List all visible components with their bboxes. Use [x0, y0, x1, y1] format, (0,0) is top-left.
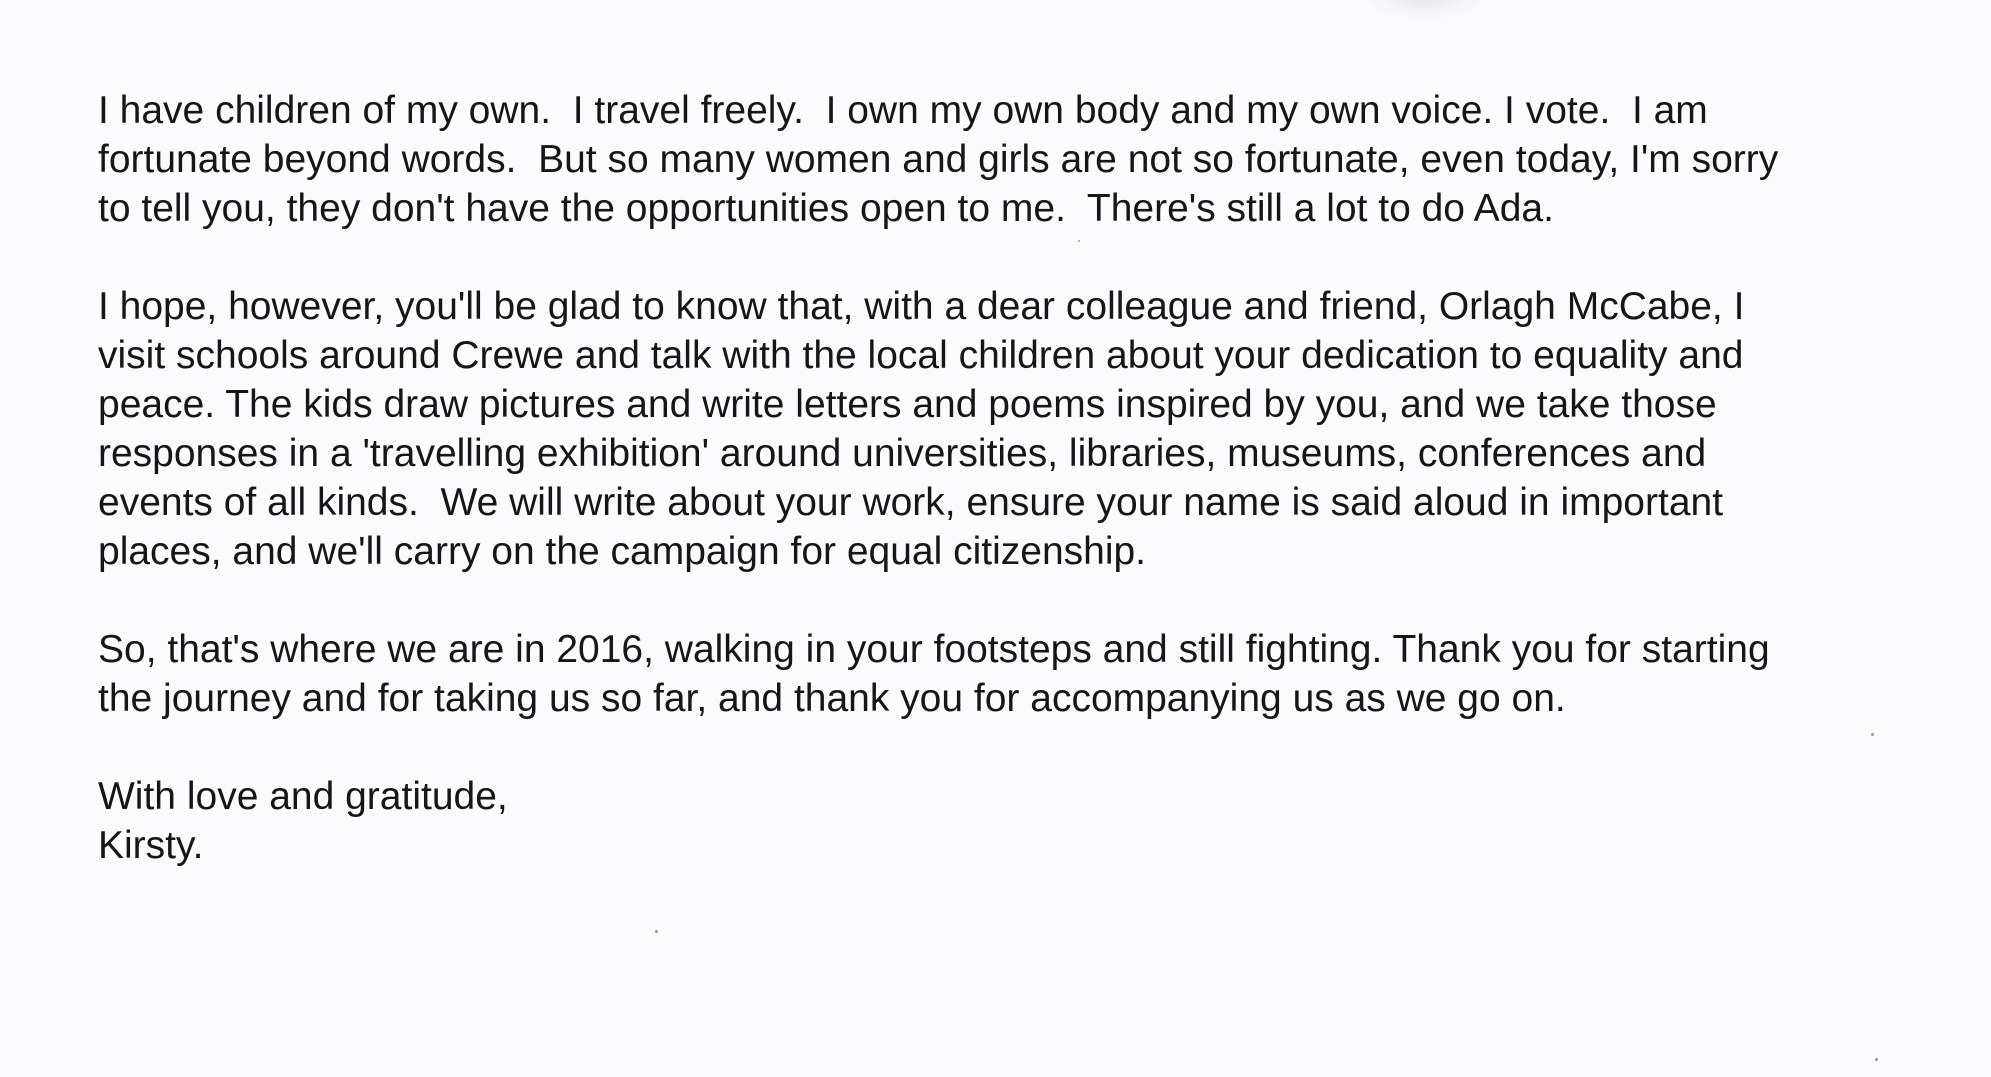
paragraph-line: places, and we'll carry on the campaign for equal citizenship. — [98, 530, 1147, 573]
paragraph-1 — [98, 86, 1968, 233]
scan-smudge — [1370, 0, 1480, 18]
signature: Kirsty. — [98, 824, 204, 867]
paragraph-line: to tell you, they don't have the opportunities open to me. There's still a lot to do Ada. — [98, 187, 1554, 230]
scan-speck — [655, 930, 658, 933]
paragraph-line: fortunate beyond words. But so many women and girls are not so fortunate, even today, I'm sorry — [98, 138, 1779, 181]
paragraph-line: I hope, however, you'll be glad to know that, with a dear colleague and friend, Orlagh McCabe, I — [98, 285, 1745, 328]
paragraph-line: So, that's where we are in 2016, walking in your footsteps and still fighting. Thank you for starting — [98, 628, 1770, 671]
scan-speck — [1871, 733, 1874, 736]
closing — [98, 772, 1968, 870]
paragraph-3 — [98, 625, 1968, 723]
paragraph-line: I have children of my own. I travel freely. I own my own body and my own voice. I vote. I am — [98, 89, 1708, 132]
scan-speck — [1875, 1058, 1878, 1061]
valediction: With love and gratitude, — [98, 775, 508, 818]
letter-body — [98, 86, 1968, 870]
scan-speck — [1078, 240, 1080, 242]
paragraph-line: the journey and for taking us so far, and thank you for accompanying us as we go on. — [98, 677, 1566, 720]
paragraph-2 — [98, 282, 1968, 576]
paragraph-line: responses in a 'travelling exhibition' around universities, libraries, museums, conferences and — [98, 432, 1707, 475]
paragraph-line: visit schools around Crewe and talk with the local children about your dedication to equality and — [98, 334, 1744, 377]
paragraph-line: peace. The kids draw pictures and write letters and poems inspired by you, and we take those — [98, 383, 1717, 426]
paragraph-line: events of all kinds. We will write about your work, ensure your name is said aloud in important — [98, 481, 1724, 524]
